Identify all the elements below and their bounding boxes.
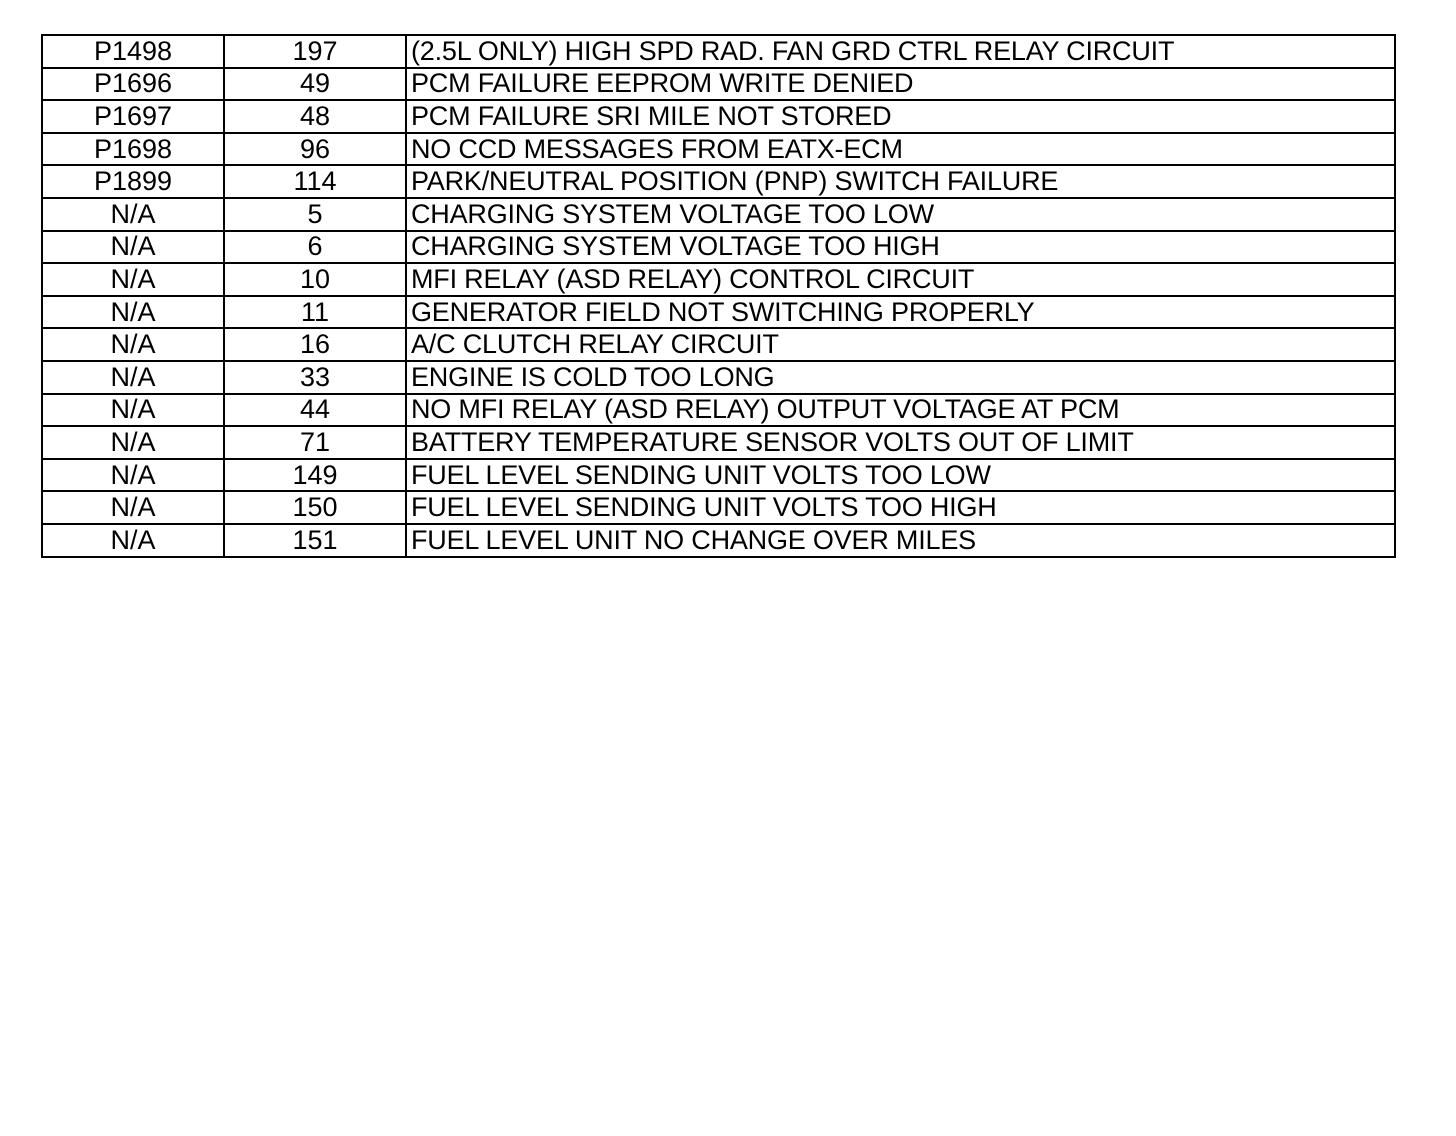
code-description-cell: MFI RELAY (ASD RELAY) CONTROL CIRCUIT — [406, 263, 1395, 296]
table-row — [42, 426, 1395, 459]
obd-code-cell: N/A — [42, 296, 224, 329]
code-number-cell: 96 — [224, 133, 406, 166]
table-row — [42, 524, 1395, 557]
obd-code-cell: P1697 — [42, 100, 224, 133]
code-description-cell: PARK/NEUTRAL POSITION (PNP) SWITCH FAILURE — [406, 165, 1395, 198]
code-description-cell: CHARGING SYSTEM VOLTAGE TOO LOW — [406, 198, 1395, 231]
table-row — [42, 459, 1395, 492]
code-number-cell: 151 — [224, 524, 406, 557]
code-description-cell: (2.5L ONLY) HIGH SPD RAD. FAN GRD CTRL RELAY CIRCUIT — [406, 35, 1395, 68]
code-number-cell: 5 — [224, 198, 406, 231]
table-row — [42, 165, 1395, 198]
code-description-cell: PCM FAILURE EEPROM WRITE DENIED — [406, 68, 1395, 101]
table-row — [42, 491, 1395, 524]
table-row — [42, 296, 1395, 329]
obd-code-cell: N/A — [42, 394, 224, 427]
code-description-cell: ENGINE IS COLD TOO LONG — [406, 361, 1395, 394]
table-row — [42, 133, 1395, 166]
obd-code-cell: P1698 — [42, 133, 224, 166]
code-number-cell: 16 — [224, 328, 406, 361]
table-row — [42, 394, 1395, 427]
obd-code-cell: N/A — [42, 263, 224, 296]
code-number-cell: 6 — [224, 231, 406, 264]
code-number-cell: 71 — [224, 426, 406, 459]
diagnostic-code-table-body — [42, 35, 1395, 557]
table-row — [42, 198, 1395, 231]
table-row — [42, 100, 1395, 133]
code-description-cell: GENERATOR FIELD NOT SWITCHING PROPERLY — [406, 296, 1395, 329]
code-description-cell: NO MFI RELAY (ASD RELAY) OUTPUT VOLTAGE AT PCM — [406, 394, 1395, 427]
obd-code-cell: P1498 — [42, 35, 224, 68]
obd-code-cell: P1899 — [42, 165, 224, 198]
code-description-cell: PCM FAILURE SRI MILE NOT STORED — [406, 100, 1395, 133]
table-row — [42, 328, 1395, 361]
obd-code-cell: N/A — [42, 426, 224, 459]
code-number-cell: 150 — [224, 491, 406, 524]
code-number-cell: 48 — [224, 100, 406, 133]
obd-code-cell: N/A — [42, 231, 224, 264]
obd-code-cell: N/A — [42, 524, 224, 557]
code-number-cell: 114 — [224, 165, 406, 198]
table-row — [42, 68, 1395, 101]
code-number-cell: 44 — [224, 394, 406, 427]
table-row — [42, 35, 1395, 68]
code-description-cell: FUEL LEVEL SENDING UNIT VOLTS TOO LOW — [406, 459, 1395, 492]
code-description-cell: FUEL LEVEL SENDING UNIT VOLTS TOO HIGH — [406, 491, 1395, 524]
code-description-cell: CHARGING SYSTEM VOLTAGE TOO HIGH — [406, 231, 1395, 264]
code-description-cell: A/C CLUTCH RELAY CIRCUIT — [406, 328, 1395, 361]
code-description-cell: BATTERY TEMPERATURE SENSOR VOLTS OUT OF LIMIT — [406, 426, 1395, 459]
obd-code-cell: P1696 — [42, 68, 224, 101]
table-row — [42, 231, 1395, 264]
code-number-cell: 49 — [224, 68, 406, 101]
obd-code-cell: N/A — [42, 361, 224, 394]
table-row — [42, 361, 1395, 394]
code-number-cell: 149 — [224, 459, 406, 492]
code-description-cell: FUEL LEVEL UNIT NO CHANGE OVER MILES — [406, 524, 1395, 557]
obd-code-cell: N/A — [42, 459, 224, 492]
obd-code-cell: N/A — [42, 491, 224, 524]
code-number-cell: 10 — [224, 263, 406, 296]
code-number-cell: 197 — [224, 35, 406, 68]
code-number-cell: 11 — [224, 296, 406, 329]
code-description-cell: NO CCD MESSAGES FROM EATX-ECM — [406, 133, 1395, 166]
obd-code-cell: N/A — [42, 328, 224, 361]
table-row — [42, 263, 1395, 296]
obd-code-cell: N/A — [42, 198, 224, 231]
diagnostic-code-table — [41, 34, 1396, 558]
code-number-cell: 33 — [224, 361, 406, 394]
